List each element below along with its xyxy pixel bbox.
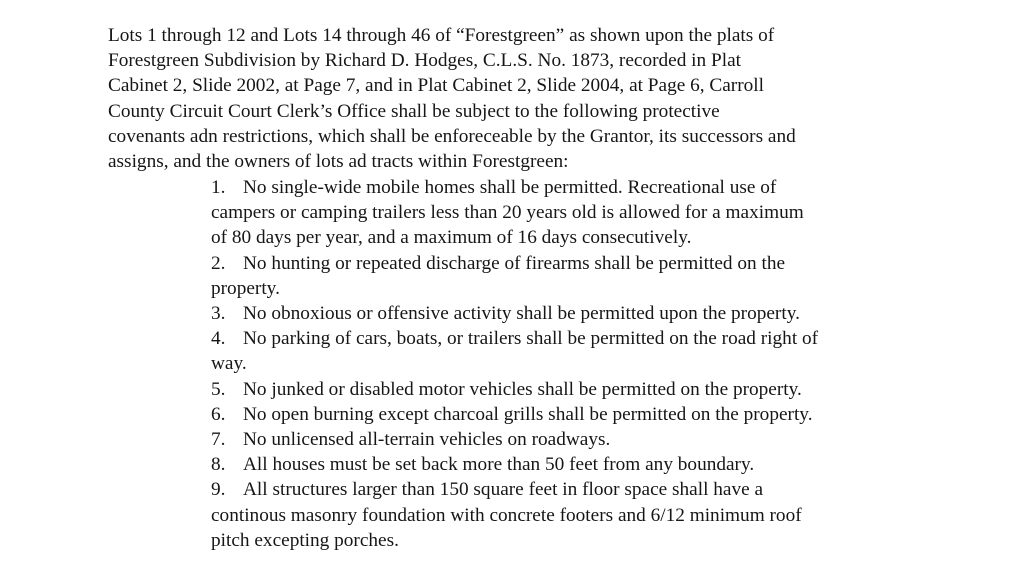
restriction-line: continous masonry foundation with concrete footers and 6/12 minimum roof xyxy=(211,504,802,526)
restriction-line xyxy=(211,175,931,200)
restriction-line: way. xyxy=(211,353,247,375)
restriction-item xyxy=(211,427,931,452)
restriction-text: All houses must be set back more than 50 feet from any boundary. xyxy=(243,454,755,476)
restriction-text: All structures larger than 150 square feet in floor space shall have a xyxy=(243,479,764,501)
restriction-number: 6. xyxy=(211,403,226,425)
restriction-line: property. xyxy=(211,277,280,299)
restriction-line xyxy=(211,326,931,351)
restriction-line: of 80 days per year, and a maximum of 16 days consecutively. xyxy=(211,227,692,249)
restriction-number: 8. xyxy=(211,454,226,476)
restriction-line xyxy=(211,477,931,502)
restriction-text: No junked or disabled motor vehicles shall be permitted on the property. xyxy=(243,378,802,400)
restriction-line xyxy=(211,377,931,402)
restriction-number: 3. xyxy=(211,303,226,325)
restriction-line: campers or camping trailers less than 20 years old is allowed for a maximum xyxy=(211,202,804,224)
restriction-number: 1. xyxy=(211,177,226,198)
restriction-item xyxy=(211,251,931,301)
restriction-item xyxy=(211,301,931,326)
intro-line: Forestgreen Subdivision by Richard D. Hodges, C.L.S. No. 1873, recorded in Plat xyxy=(108,50,741,72)
restriction-line xyxy=(211,402,931,427)
restriction-text: No single-wide mobile homes shall be permitted. Recreational use of xyxy=(243,177,777,198)
intro-line: Lots 1 through 12 and Lots 14 through 46 of “Forestgreen” as shown upon the plats of xyxy=(108,25,775,46)
intro-line: Cabinet 2, Slide 2002, at Page 7, and in Plat Cabinet 2, Slide 2004, at Page 6, Carroll xyxy=(108,75,765,97)
restriction-item xyxy=(211,175,931,251)
restriction-line xyxy=(211,427,931,452)
restriction-text: No parking of cars, boats, or trailers shall be permitted on the road right of xyxy=(243,328,819,350)
restriction-text: No open burning except charcoal grills shall be permitted on the property. xyxy=(243,403,813,425)
intro-paragraph xyxy=(108,23,928,174)
intro-line: County Circuit Court Clerk’s Office shall be subject to the following protective xyxy=(108,100,720,122)
restriction-number: 4. xyxy=(211,328,226,350)
restriction-text: No obnoxious or offensive activity shall be permitted upon the property. xyxy=(243,303,800,325)
restriction-text: No unlicensed all-terrain vehicles on roadways. xyxy=(243,429,611,451)
restriction-number: 5. xyxy=(211,378,226,400)
restriction-item xyxy=(211,452,931,477)
restriction-item xyxy=(211,377,931,402)
restrictions-list xyxy=(211,175,931,553)
restriction-item xyxy=(211,326,931,376)
intro-line: covenants adn restrictions, which shall be enforeceable by the Grantor, its successors and xyxy=(108,125,796,147)
intro-line: assigns, and the owners of lots ad tracts within Forestgreen: xyxy=(108,151,569,173)
restriction-item xyxy=(211,477,931,553)
restriction-text: No hunting or repeated discharge of firearms shall be permitted on the xyxy=(243,252,786,274)
restriction-line xyxy=(211,452,931,477)
restriction-number: 7. xyxy=(211,429,226,451)
restriction-line: pitch excepting porches. xyxy=(211,529,399,551)
restriction-number: 9. xyxy=(211,479,226,501)
restriction-line xyxy=(211,301,931,326)
restriction-item xyxy=(211,402,931,427)
restriction-line xyxy=(211,251,931,276)
restriction-number: 2. xyxy=(211,252,226,274)
